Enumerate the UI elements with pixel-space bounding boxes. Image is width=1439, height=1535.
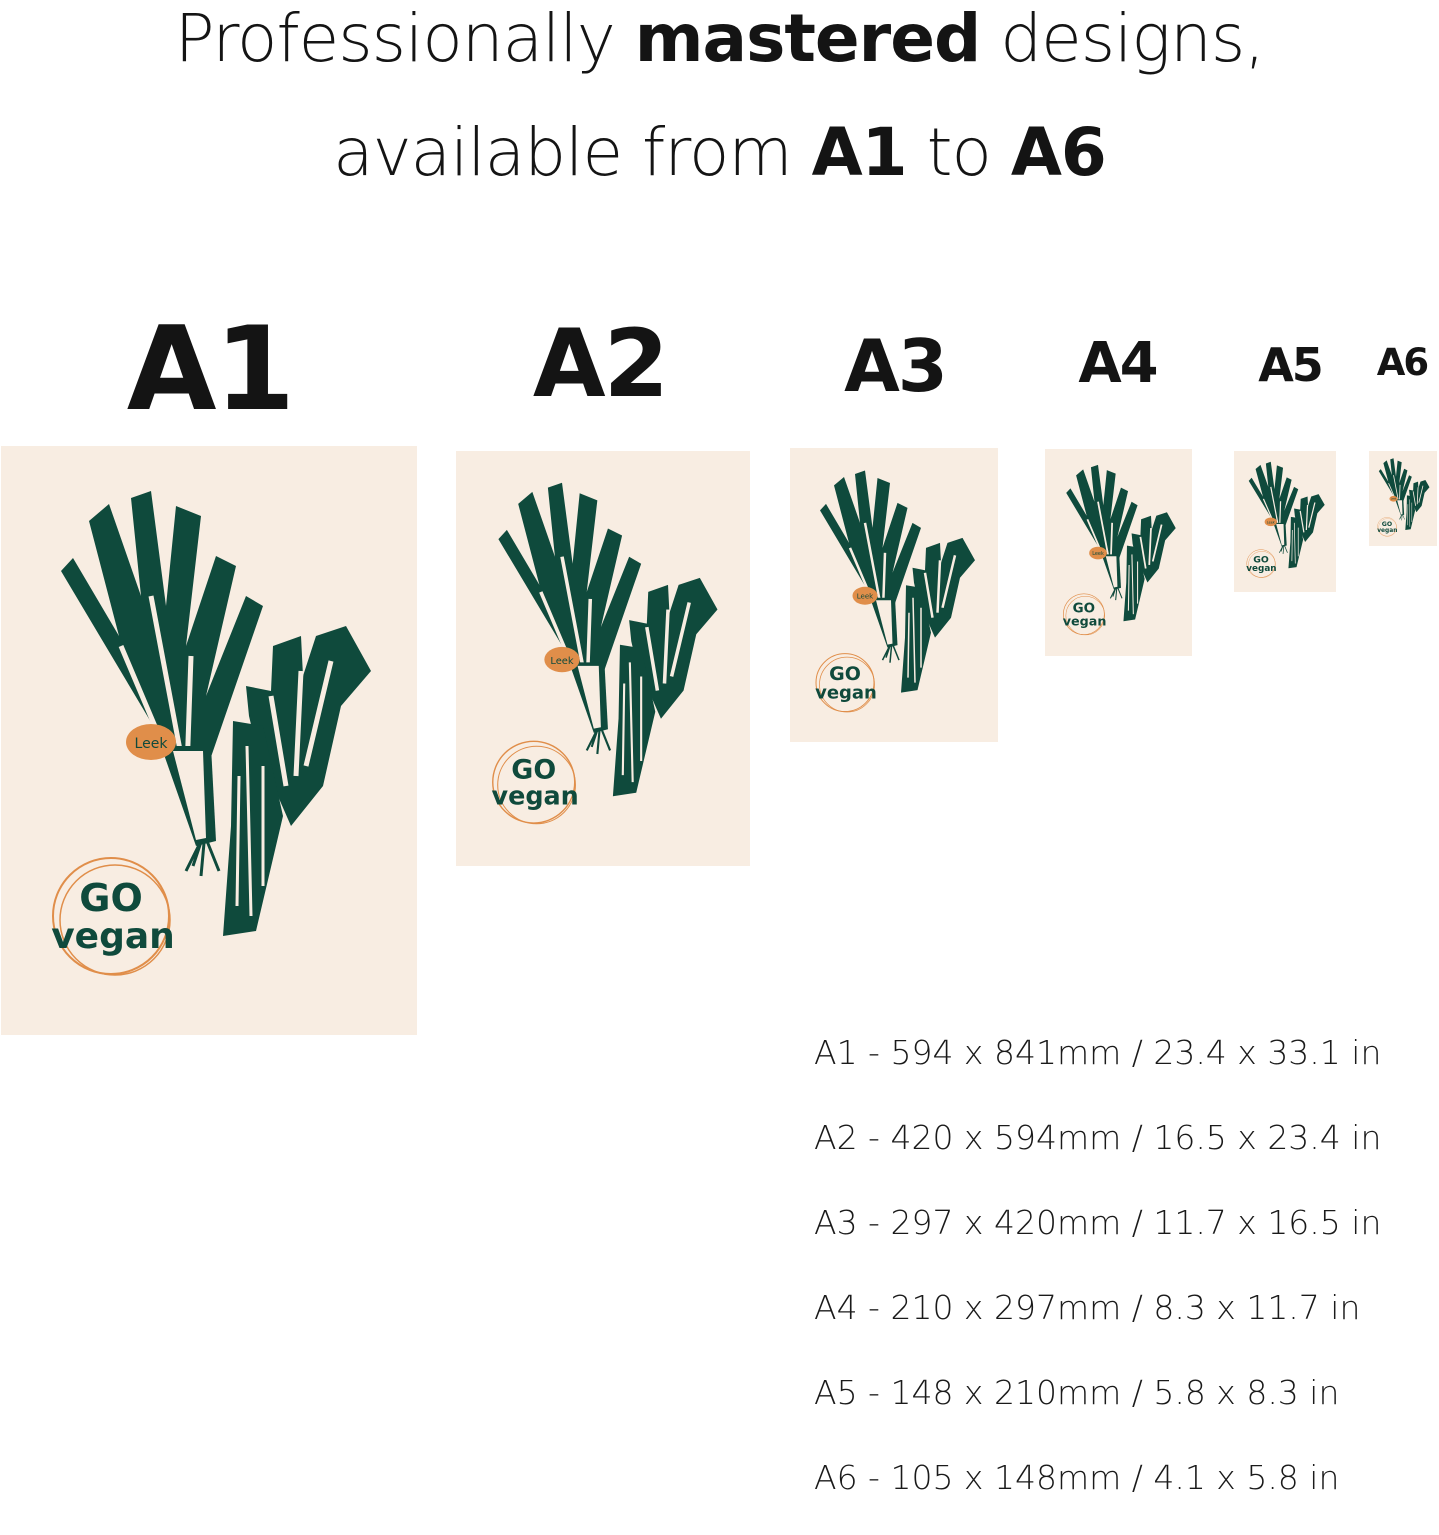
go-text: GO: [829, 663, 861, 686]
poster-a2: [456, 451, 750, 866]
vegan-text: vegan: [815, 682, 877, 704]
dimensions-list: [814, 1025, 1381, 1535]
poster-a4: [1045, 449, 1192, 656]
leek-tag-text: Leek: [1390, 497, 1397, 501]
go-text: GO: [1072, 601, 1096, 617]
headline-line-1: Professionally mastered designs,: [174, 0, 1265, 77]
dimension-a2: A2 - 420 x 594mm / 16.5 x 23.4 in: [814, 1118, 1382, 1157]
dimension-a6: A6 - 105 x 148mm / 4.1 x 5.8 in: [814, 1458, 1340, 1497]
dimension-a3: A3 - 297 x 420mm / 11.7 x 16.5 in: [814, 1203, 1382, 1242]
size-label-a5: A5: [1258, 338, 1322, 392]
vegan-text: vegan: [1062, 613, 1107, 629]
vegan-text: vegan: [51, 916, 175, 957]
poster-a3: [790, 448, 998, 742]
size-label-a6: A6: [1376, 341, 1428, 384]
size-label-a2: A2: [532, 310, 668, 419]
leek-tag-text: Leek: [1092, 551, 1104, 558]
go-text: GO: [1253, 554, 1269, 566]
vegan-text: vegan: [1246, 564, 1277, 575]
leek-tag-text: Leek: [1266, 520, 1275, 525]
leek-tag-text: Leek: [134, 736, 168, 752]
leek-tag-text: Leek: [856, 592, 874, 601]
vegan-text: vegan: [491, 780, 579, 811]
go-text: GO: [511, 754, 557, 786]
headline-line-2: available from A1 to A6: [333, 114, 1106, 191]
size-label-a3: A3: [844, 324, 946, 408]
go-text: GO: [1381, 521, 1393, 528]
vegan-text: vegan: [1377, 527, 1398, 534]
dimension-a4: A4 - 210 x 297mm / 8.3 x 11.7 in: [814, 1288, 1361, 1327]
poster-a5: [1234, 451, 1336, 592]
poster-a6: [1369, 451, 1437, 546]
size-label-a4: A4: [1078, 331, 1157, 396]
go-text: GO: [79, 876, 143, 920]
dimension-a1: A1 - 594 x 841mm / 23.4 x 33.1 in: [814, 1033, 1382, 1072]
dimension-a5: A5 - 148 x 210mm / 5.8 x 8.3 in: [814, 1373, 1340, 1412]
size-label-a1: A1: [126, 302, 294, 437]
poster-a1: [1, 446, 417, 1035]
leek-tag-text: Leek: [550, 655, 574, 667]
